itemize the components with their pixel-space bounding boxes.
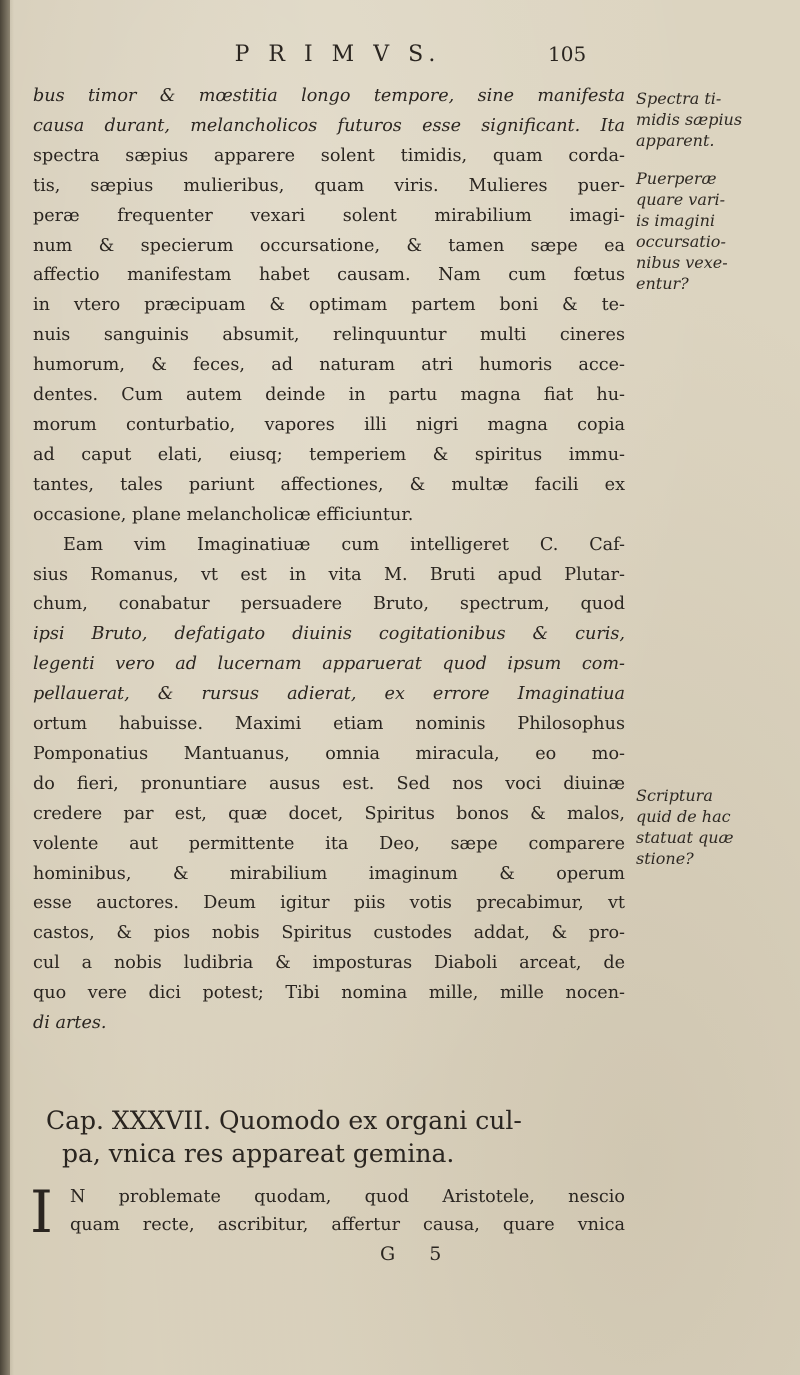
text-line: Pomponatius Mantuanus, omnia miracula, eo mo-	[33, 743, 625, 764]
margin-note-line: Spectra ti-	[636, 89, 722, 108]
text-line: causa durant, melancholicos futuros esse significant. Ita	[33, 115, 625, 136]
text-line: esse auctores. Deum igitur piis votis precabimur, vt	[33, 893, 625, 914]
text-line: affectio manifestam habet causam. Nam cum fœtus	[33, 265, 625, 286]
margin-note-spectra	[636, 88, 742, 151]
margin-note-line: quare vari-	[636, 190, 726, 209]
text-line: cul a nobis ludibria & imposturas Diaboli arceat, de	[33, 953, 625, 974]
margin-note-line: Scriptura	[636, 786, 713, 805]
text-line: hominibus, & mirabilium imaginum & operum	[33, 863, 625, 884]
text-line: humorum, & feces, ad naturam atri humoris acce-	[33, 355, 625, 376]
text-line: nuis sanguinis absumit, relinquuntur multi cineres	[33, 325, 625, 346]
margin-note-scriptura	[636, 785, 734, 869]
text-line: credere par est, quæ docet, Spiritus bonos & malos,	[33, 803, 625, 824]
signature-mark: G 5	[380, 1243, 456, 1265]
main-text-block	[33, 82, 625, 1039]
text-line: di artes.	[33, 1013, 107, 1034]
text-line: dentes. Cum autem deinde in partu magna fiat hu-	[33, 385, 625, 406]
binding-gutter	[0, 0, 10, 1375]
text-line: chum, conabatur persuadere Bruto, spectrum, quod	[33, 594, 625, 615]
margin-note-line: is imagini	[636, 211, 716, 230]
text-line: peræ frequenter vexari solent mirabilium imagi-	[33, 205, 625, 226]
text-line: tantes, tales pariunt affectiones, & multæ facili ex	[33, 474, 625, 495]
text-line: volente aut permittente ita Deo, sæpe comparere	[33, 833, 625, 854]
text-line: in vtero præcipuam & optimam partem boni & te-	[33, 295, 625, 316]
final-paragraph-line-2: quam recte, ascribitur, affertur causa, quare vnica	[70, 1215, 625, 1235]
text-line: tis, sæpius mulieribus, quam viris. Mulieres puer-	[33, 175, 625, 196]
margin-note-line: apparent.	[636, 131, 715, 150]
margin-note-line: nibus vexe-	[636, 253, 728, 272]
text-line: ad caput elati, eiusq; temperiem & spiritus immu-	[33, 444, 625, 465]
final-paragraph-line-1: N problemate quodam, quod Aristotele, nescio	[70, 1187, 625, 1207]
margin-note-puerperae	[636, 168, 728, 294]
margin-note-line: entur?	[636, 274, 689, 293]
margin-note-line: occursatio-	[636, 232, 726, 251]
text-line: bus timor & mœstitia longo tempore, sine manifesta	[33, 86, 625, 106]
margin-note-line: Puerperæ	[636, 169, 717, 188]
text-line: ipsi Bruto, defatigato diuinis cogitationibus & curis,	[33, 624, 625, 645]
page-header	[0, 42, 800, 70]
text-line: do fieri, pronuntiare ausus est. Sed nos voci diuinæ	[33, 773, 625, 794]
text-line: Eam vim Imaginatiuæ cum intelligeret C. Caf-	[63, 534, 625, 555]
margin-note-line: midis sæpius	[636, 110, 743, 129]
chapter-heading	[46, 1104, 626, 1170]
text-line: occasione, plane melancholicæ efficiuntur.	[33, 504, 414, 525]
text-line: quo vere dici potest; Tibi nomina mille, mille nocen-	[33, 983, 625, 1004]
margin-note-line: quid de hac	[636, 807, 731, 826]
text-line: legenti vero ad lucernam apparuerat quod ipsum com-	[33, 654, 625, 675]
chapter-heading-line-1: Cap. XXXVII. Quomodo ex organi cul-	[46, 1106, 522, 1135]
text-line: ortum habuisse. Maximi etiam nominis Philosophus	[33, 714, 625, 735]
text-line: castos, & pios nobis Spiritus custodes addat, & pro-	[33, 923, 625, 944]
text-line: spectra sæpius apparere solent timidis, quam corda-	[33, 145, 625, 166]
text-line: sius Romanus, vt est in vita M. Bruti apud Plutar-	[33, 564, 625, 585]
page-number: 105	[548, 42, 587, 66]
margin-note-line: stione?	[636, 849, 694, 868]
text-line: pellauerat, & rursus adierat, ex errore Imaginatiua	[33, 684, 625, 705]
margin-note-line: statuat quæ	[636, 828, 734, 847]
text-line: num & specierum occursatione, & tamen sæpe ea	[33, 235, 625, 256]
running-head: P R I M V S.	[234, 42, 442, 67]
text-line: morum conturbatio, vapores illi nigri magna copia	[33, 414, 625, 435]
chapter-heading-line-2: pa, vnica res appareat gemina.	[62, 1139, 455, 1168]
drop-cap: I	[30, 1178, 53, 1246]
